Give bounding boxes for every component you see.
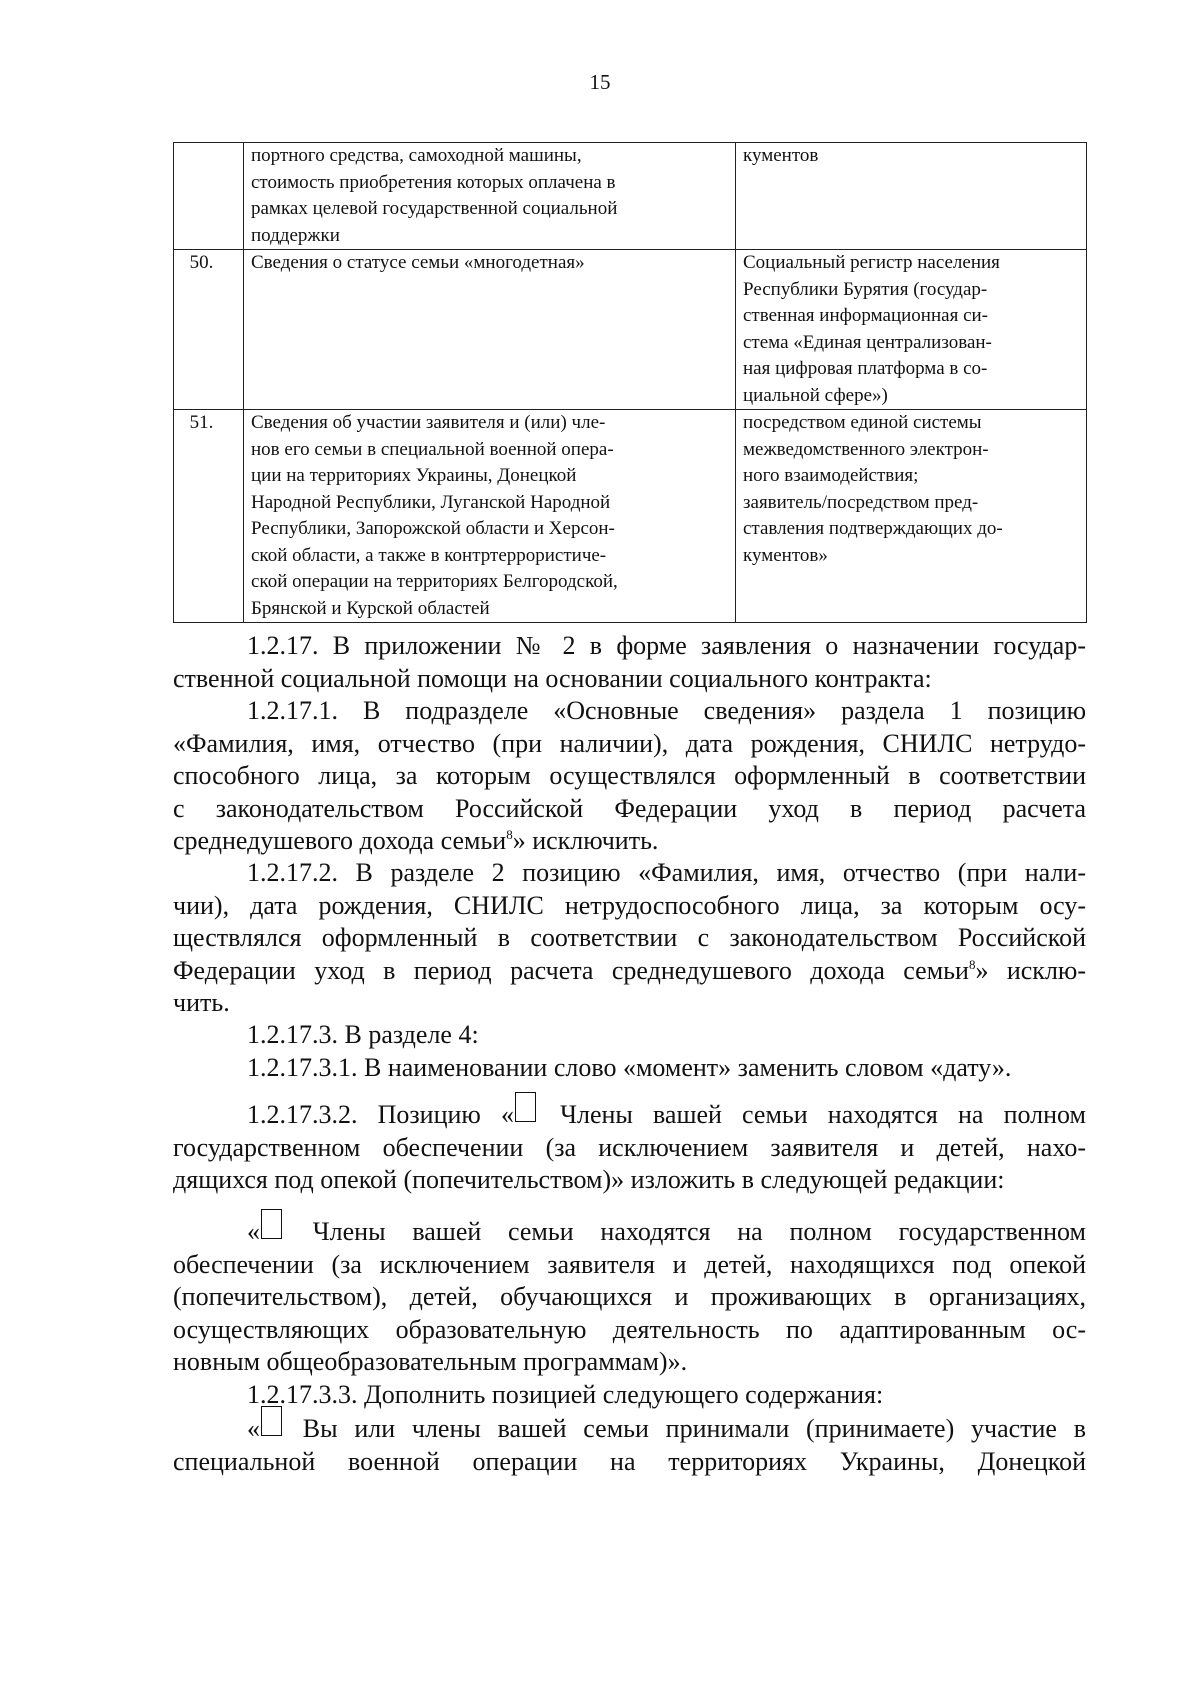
text-line: способного лица, за которым осуществлялся оформленный в соответствии	[173, 761, 1086, 790]
cell-text-line: кументов»	[743, 544, 828, 566]
cell-text-line: Сведения о статусе семьи «многодетная»	[251, 252, 585, 273]
text-fragment: » исключить.	[512, 826, 659, 855]
text-line: чии), дата рождения, СНИЛС нетрудоспособного лица, за которым осу-	[173, 890, 1086, 920]
data-sources-table	[173, 142, 1087, 623]
text-line	[173, 1209, 1086, 1249]
text-line: чить.	[173, 988, 230, 1017]
cell-text-line: межведомственного электрон-	[743, 438, 989, 460]
text-line: с законодательством Российской Федерации уход в период расчета	[173, 793, 1086, 823]
paragraph-1-2-17	[173, 630, 1086, 695]
cell-text-line: ской области, а также в контртеррористиче-	[251, 544, 607, 566]
text-fragment: 1.2.17.3.2. Позицию «	[247, 1100, 514, 1129]
cell-text-line: посредством единой системы	[743, 412, 982, 433]
source-cell	[736, 143, 1087, 250]
text-fragment: среднедушевого дохода семьи	[173, 826, 507, 855]
text-line	[173, 825, 1086, 858]
cell-text-line: портного средства, самоходной машины,	[251, 145, 582, 166]
table-row	[174, 143, 1087, 250]
text-line: 1.2.17.3. В разделе 4:	[247, 1020, 479, 1049]
text-fragment: » исклю-	[975, 955, 1086, 985]
text-line: обеспечении (за исключением заявителя и детей, находящихся под опекой	[173, 1249, 1086, 1279]
row-number-cell: 50.	[174, 250, 244, 410]
text-line	[173, 955, 1086, 988]
item-description-cell	[244, 250, 736, 410]
paragraph-1-2-17-3-2	[173, 1092, 1086, 1197]
paragraph-new-wording	[173, 1209, 1086, 1411]
table-row	[174, 250, 1087, 410]
row-number-cell: 51.	[174, 410, 244, 623]
paragraph-1-2-17-2	[173, 857, 1086, 1020]
footnote-mark: 8	[968, 956, 976, 972]
text-line: «Фамилия, имя, отчество (при наличии), дата рождения, СНИЛС нетрудо-	[173, 728, 1086, 758]
text-line: 1.2.17.1. В подразделе «Основные сведения» раздела 1 позицию	[247, 696, 1086, 725]
cell-text-line: ставления подтверждающих до-	[743, 518, 1003, 539]
cell-text-line: Брянской и Курской областей	[251, 597, 490, 619]
text-fragment: Члены вашей семьи находятся на полном государственном	[312, 1217, 1086, 1246]
text-line	[173, 1092, 1086, 1132]
item-description-cell	[244, 143, 736, 250]
page-number: 15	[589, 70, 611, 94]
cell-text-line: Сведения об участии заявителя и (или) чле-	[251, 412, 606, 433]
text-line	[173, 1406, 1086, 1446]
text-line: новным общеобразовательным программам)».	[173, 1347, 688, 1376]
paragraph-additional-position	[173, 1406, 1086, 1478]
cell-text-line: Социальный регистр населения	[743, 252, 1000, 273]
paragraph-1-2-17-1	[173, 695, 1086, 858]
text-line: государственном обеспечении (за исключением заявителя и детей, нахо-	[173, 1132, 1086, 1162]
item-description-cell	[244, 410, 736, 623]
cell-text-line: ственная информационная си-	[743, 305, 988, 326]
checkbox-icon	[515, 1092, 536, 1122]
text-line: 1.2.17.3.1. В наименовании слово «момент» заменить словом «дату».	[247, 1052, 1012, 1082]
cell-text-line: заявитель/посредством пред-	[743, 491, 979, 513]
source-cell	[736, 250, 1087, 410]
text-line: (попечительством), детей, обучающихся и проживающих в организациях,	[173, 1282, 1086, 1311]
cell-text-line: Республики, Запорожской области и Херсон-	[251, 518, 615, 539]
text-line: осуществляющих образовательную деятельность по адаптированным ос-	[173, 1314, 1086, 1344]
cell-text-line: ской операции на территориях Белгородской,	[251, 571, 618, 592]
cell-text-line: ная цифровая платформа в со-	[743, 358, 988, 379]
footnote-mark: 8	[506, 827, 513, 842]
cell-text-line: рамках целевой государственной социальной	[251, 198, 618, 219]
cell-text-line: Республики Бурятия (государ-	[743, 278, 988, 300]
text-line: 1.2.17. В приложении № 2 в форме заявления о назначении государ-	[247, 631, 1086, 660]
row-number-cell	[174, 143, 244, 250]
text-line: 1.2.17.2. В разделе 2 позицию «Фамилия, имя, отчество (при нали-	[247, 858, 1086, 887]
source-cell	[736, 410, 1087, 623]
text-line: 1.2.17.3.3. Дополнить позицией следующего содержания:	[247, 1379, 884, 1409]
cell-text-line: стоимость приобретения которых оплачена в	[251, 171, 616, 193]
cell-text-line: ного взаимодействия;	[743, 465, 919, 486]
text-line: дящихся под опекой (попечительством)» изложить в следующей редакции:	[173, 1165, 1005, 1194]
paragraph-1-2-17-3	[173, 1019, 1086, 1084]
text-fragment: «	[247, 1217, 260, 1246]
checkbox-icon	[261, 1406, 282, 1436]
cell-text-line: Народной Республики, Луганской Народной	[251, 491, 611, 513]
checkbox-icon	[261, 1209, 282, 1239]
text-line: ственной социальной помощи на основании социального контракта:	[173, 663, 932, 693]
table-row	[174, 410, 1087, 623]
text-fragment: Федерации уход в период расчета среднедушевого дохода семьи	[173, 955, 969, 985]
cell-text-line: стема «Единая централизован-	[743, 331, 992, 353]
text-line: ществлялся оформленный в соответствии с законодательством Российской	[173, 923, 1086, 952]
cell-text-line: ции на территориях Украины, Донецкой	[251, 465, 577, 486]
text-fragment: Вы или члены вашей семьи принимали (принимаете) участие в	[302, 1414, 1087, 1443]
cell-text-line: циальной сфере»)	[743, 384, 888, 406]
cell-text-line: кументов	[743, 145, 819, 166]
text-line: специальной военной операции на территориях Украины, Донецкой	[173, 1446, 1086, 1476]
cell-text-line: нов его семьи в специальной военной опера-	[251, 438, 614, 460]
text-fragment: Члены вашей семьи находятся на полном	[560, 1100, 1086, 1129]
cell-text-line: поддержки	[251, 224, 340, 246]
text-fragment: «	[247, 1414, 260, 1443]
